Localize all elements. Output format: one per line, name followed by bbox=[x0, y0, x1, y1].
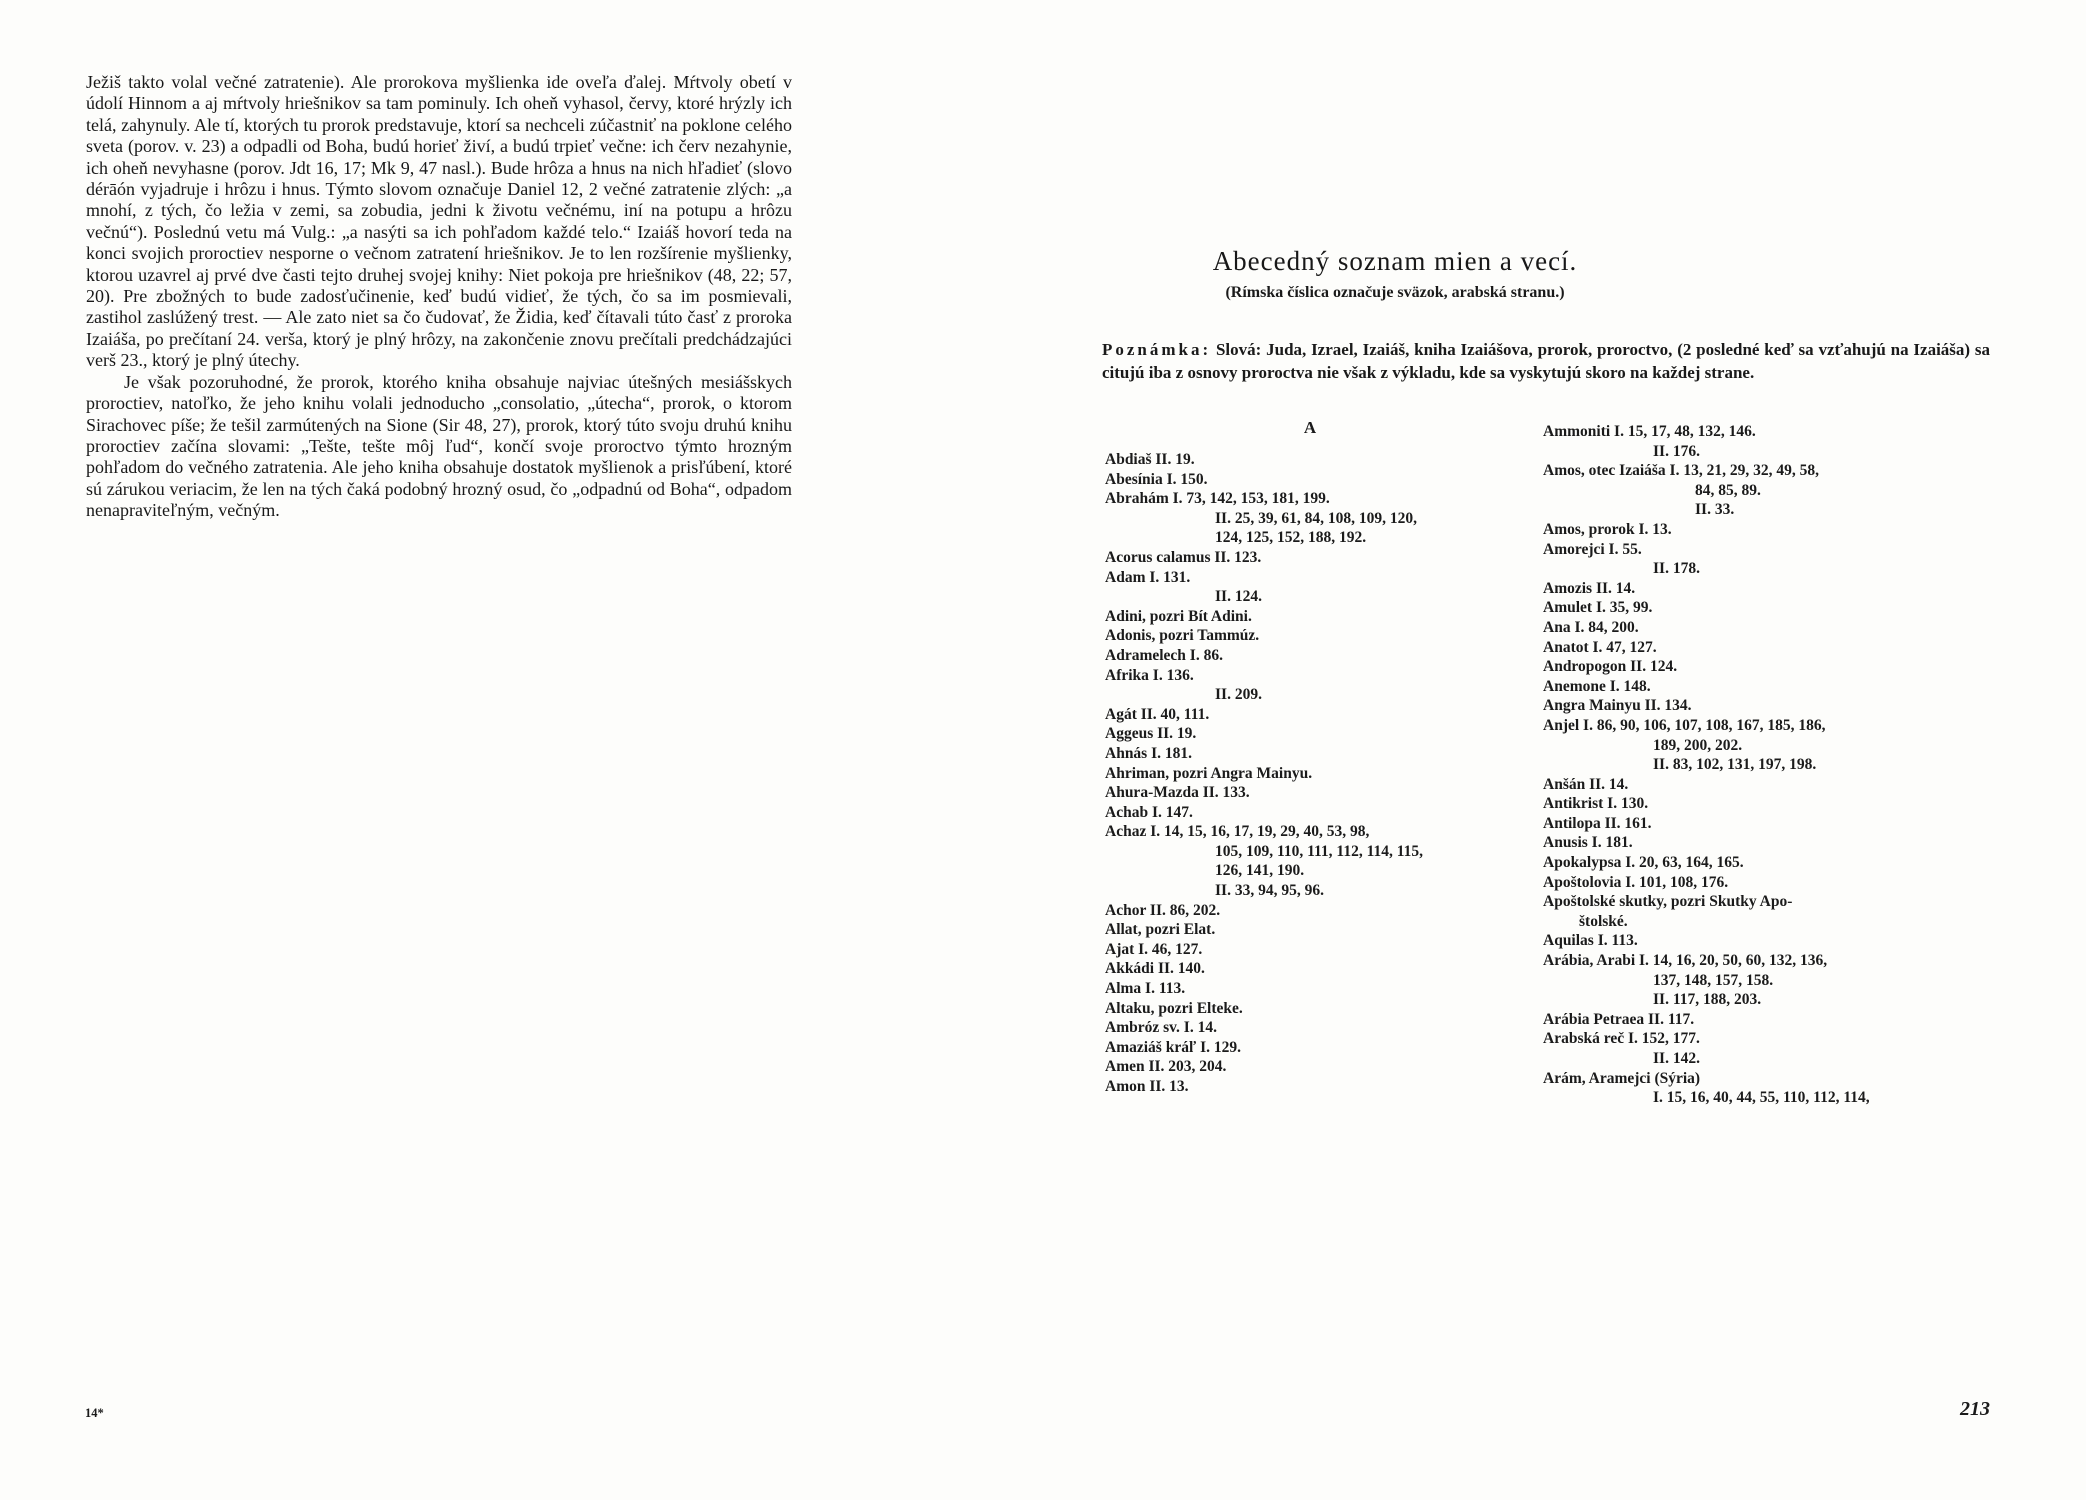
index-title: Abecedný soznam mien a vecí. bbox=[1212, 246, 1578, 276]
index-entry: Arabská reč I. 152, 177. bbox=[1543, 1030, 1700, 1048]
index-note bbox=[1102, 338, 1990, 384]
index-entry: Amos, otec Izaiáša I. 13, 21, 29, 32, 49, 58, bbox=[1543, 462, 1819, 480]
index-entry: Arábia Petraea II. 117. bbox=[1543, 1010, 1695, 1028]
index-entry: Afrika I. 136. bbox=[1105, 666, 1194, 684]
index-entry: Anusis I. 181. bbox=[1543, 834, 1633, 852]
index-entry: Anšán II. 14. bbox=[1543, 775, 1629, 793]
index-entry: Amozis II. 14. bbox=[1543, 579, 1636, 597]
index-entry: Aquilas I. 113. bbox=[1543, 932, 1638, 950]
index-entry: Ana I. 84, 200. bbox=[1543, 618, 1639, 636]
index-entry: Amaziáš kráľ I. 129. bbox=[1105, 1038, 1241, 1056]
index-entry: Anjel I. 86, 90, 106, 107, 108, 167, 185, 186, bbox=[1543, 716, 1826, 734]
index-entry: Amorejci I. 55. bbox=[1543, 540, 1642, 558]
index-entry: Apoštolské skutky, pozri Skutky Apo- bbox=[1543, 893, 1793, 911]
index-entry: 126, 141, 190. bbox=[1215, 862, 1305, 880]
index-entry: 137, 148, 157, 158. bbox=[1653, 971, 1774, 989]
index-entry: II. 33. bbox=[1695, 501, 1735, 519]
index-entry: II. 176. bbox=[1653, 442, 1700, 460]
index-entry: Ambróz sv. I. 14. bbox=[1105, 1019, 1217, 1037]
index-entry: Adini, pozri Bít Adini. bbox=[1105, 607, 1252, 625]
index-entry: 189, 200, 202. bbox=[1653, 736, 1743, 754]
index-entry: II. 25, 39, 61, 84, 108, 109, 120, bbox=[1215, 509, 1417, 527]
index-entry: Adramelech I. 86. bbox=[1105, 646, 1223, 664]
index-entry: Apokalypsa I. 20, 63, 164, 165. bbox=[1543, 854, 1744, 872]
page-number: 213 bbox=[1960, 1398, 1990, 1420]
index-entry: Acorus calamus II. 123. bbox=[1105, 548, 1262, 566]
index-entry: Adonis, pozri Tammúz. bbox=[1105, 627, 1260, 645]
index-entry: Aggeus II. 19. bbox=[1105, 725, 1197, 743]
index-entry: Ahura-Mazda II. 133. bbox=[1105, 784, 1250, 802]
index-entry: 124, 125, 152, 188, 192. bbox=[1215, 529, 1367, 547]
index-entry: II. 142. bbox=[1653, 1050, 1700, 1067]
index-entry: štolské. bbox=[1579, 912, 1628, 930]
index-entry: 105, 109, 110, 111, 112, 114, 115, bbox=[1215, 842, 1423, 860]
index-entry: Achor II. 86, 202. bbox=[1105, 901, 1221, 919]
index-entry: Andropogon II. 124. bbox=[1543, 658, 1678, 676]
index-entry: Angra Mainyu II. 134. bbox=[1543, 697, 1692, 715]
index-entry: Achab I. 147. bbox=[1105, 803, 1193, 821]
index-entry: Amon II. 13. bbox=[1105, 1078, 1189, 1095]
index-entry: II. 83, 102, 131, 197, 198. bbox=[1653, 756, 1817, 774]
index-entry: Adam I. 131. bbox=[1105, 568, 1191, 586]
index-entry: II. 209. bbox=[1215, 686, 1262, 704]
index-entry: I. 15, 16, 40, 44, 55, 110, 112, 114, bbox=[1653, 1089, 1870, 1107]
index-entry: Arám, Aramejci (Sýria) bbox=[1543, 1069, 1701, 1087]
index-column-left bbox=[1105, 450, 1517, 1097]
index-entry: II. 178. bbox=[1653, 560, 1700, 578]
index-entry: Amulet I. 35, 99. bbox=[1543, 599, 1653, 617]
index-column-right bbox=[1543, 422, 1995, 1108]
index-entry: II. 33, 94, 95, 96. bbox=[1215, 882, 1324, 900]
index-entry: Antikrist I. 130. bbox=[1543, 795, 1649, 813]
index-entry: Achaz I. 14, 15, 16, 17, 19, 29, 40, 53, 98, bbox=[1105, 823, 1370, 841]
left-page-body-text bbox=[86, 72, 792, 522]
index-entry: Amos, prorok I. 13. bbox=[1543, 520, 1672, 538]
index-entry: Apoštolovia I. 101, 108, 176. bbox=[1543, 873, 1729, 891]
paragraph: Je však pozoruhodné, že prorok, ktorého kniha obsahuje najviac útešných mesiášskych proroctiev, natoľko, že jeho knihu volali jednoducho „consolatio, „útecha“, prorok, o ktorom Sirachovec píše; že tešil zarmútených na Sione (Sir 48, 27), prorok, ktorý túto svoju druhú knihu proroctiev začína slovami: „Tešte, tešte môj ľud“, končí svoje proroctvo týmto hrozným pohľadom do večného zatratenia. Ale jeho kniha obsahuje dostatok myšlienok a prisľúbení, ktoré sú zárukou veriacim, že len na tých čaká podobný hrozný osud, čo „odpadnú od Boha“, odpadom nenapraviteľným, večným. bbox=[86, 371, 792, 521]
index-entry: Ahriman, pozri Angra Mainyu. bbox=[1105, 764, 1313, 782]
index-entry: Ammoniti I. 15, 17, 48, 132, 146. bbox=[1543, 423, 1756, 440]
paragraph: Ježiš takto volal večné zatratenie). Ale prorokova myšlienka ide oveľa ďalej. Mŕtvoly obetí v údolí Hinnom a aj mŕtvoly hriešnikov sa tam pominuly. Ich oheň vyhasol, červy, ktoré hrýzly ich telá, zahynuly. Ale tí, ktorých tu prorok predstavuje, ktorí sa nechceli zúčastniť na poklone celého sveta (porov. v. 23) a odpadli od Boha, budú horieť živí, a budú trpieť večne: ich červ nezahynie, ich oheň nevyhasne (porov. Jdt 16, 17; Mk 9, 47 nasl.). Bude hrôza a hnus na nich hľadieť (slovo dérāón vyjadruje i hrôzu i hnus. Týmto slovom označuje Daniel 12, 2 večné zatratenie zlých: „a mnohí, z tých, čo ležia v zemi, sa zobudia, jedni k životu večnému, iní na potupu a hrôzu večnú“). Poslednú vetu má Vulg.: „a nasýti sa ich pohľadom každé telo.“ Izaiáš hovorí teda na konci svojich proroctiev nesporne o večnom zatratení hriešnikov. Je to len rozšírenie myšlienky, ktorou uzavrel aj prvé dve časti tejto druhej svojej knihy: Niet pokoja pre hriešnikov (48, 22; 57, 20). Pre zbožných to bude zadosťučinenie, keď budú vidieť, že tých, čo sa im posmievali, zastihol zaslúžený trest. — Ale zato niet sa čo čudovať, že Židia, keď čítavali túto časť z proroka Izaiáša, po prečítaní 24. verša, ktorý je plný hrôzy, na zakončenie znovu prečítali predchádzajúci verš 23., ktorý je plný útechy. bbox=[86, 72, 792, 371]
index-entry: 84, 85, 89. bbox=[1695, 481, 1761, 499]
index-entry: Agát II. 40, 111. bbox=[1105, 705, 1210, 723]
index-entry: Allat, pozri Elat. bbox=[1105, 921, 1216, 939]
index-entry: Amen II. 203, 204. bbox=[1105, 1058, 1227, 1076]
index-entry: Ahnás I. 181. bbox=[1105, 744, 1192, 762]
index-entry: II. 117, 188, 203. bbox=[1653, 991, 1762, 1009]
index-entry: Altaku, pozri Elteke. bbox=[1105, 999, 1243, 1017]
index-entry: Abesínia I. 150. bbox=[1105, 470, 1208, 488]
index-entry: Arábia, Arabi I. 14, 16, 20, 50, 60, 132, 136, bbox=[1543, 952, 1828, 970]
signature-mark: 14* bbox=[85, 1406, 104, 1420]
index-entry: II. 124. bbox=[1215, 588, 1262, 606]
index-entry: Akkádi II. 140. bbox=[1105, 960, 1205, 978]
index-subtitle: (Rímska číslica označuje sväzok, arabská stranu.) bbox=[1225, 284, 1565, 301]
index-note-label: Poznámka: bbox=[1102, 340, 1212, 359]
index-entry: Ajat I. 46, 127. bbox=[1105, 940, 1203, 958]
index-entry: Antilopa II. 161. bbox=[1543, 814, 1652, 832]
index-entry: Abdiaš II. 19. bbox=[1105, 451, 1195, 468]
section-letter-a: A bbox=[1303, 418, 1317, 437]
index-entry: Alma I. 113. bbox=[1105, 980, 1186, 998]
index-entry: Anemone I. 148. bbox=[1543, 677, 1651, 695]
index-note-text: Slová: Juda, Izrael, Izaiáš, kniha Izaiášova, prorok, proroctvo, (2 posledné keď sa vzťahujú na Izaiáša) sa citujú iba z osnovy proroctva nie však z výkladu, kde sa vyskytujú skoro na každej strane. bbox=[1102, 340, 1990, 382]
index-entry: Abrahám I. 73, 142, 153, 181, 199. bbox=[1105, 490, 1330, 508]
index-entry: Anatot I. 47, 127. bbox=[1543, 638, 1657, 656]
